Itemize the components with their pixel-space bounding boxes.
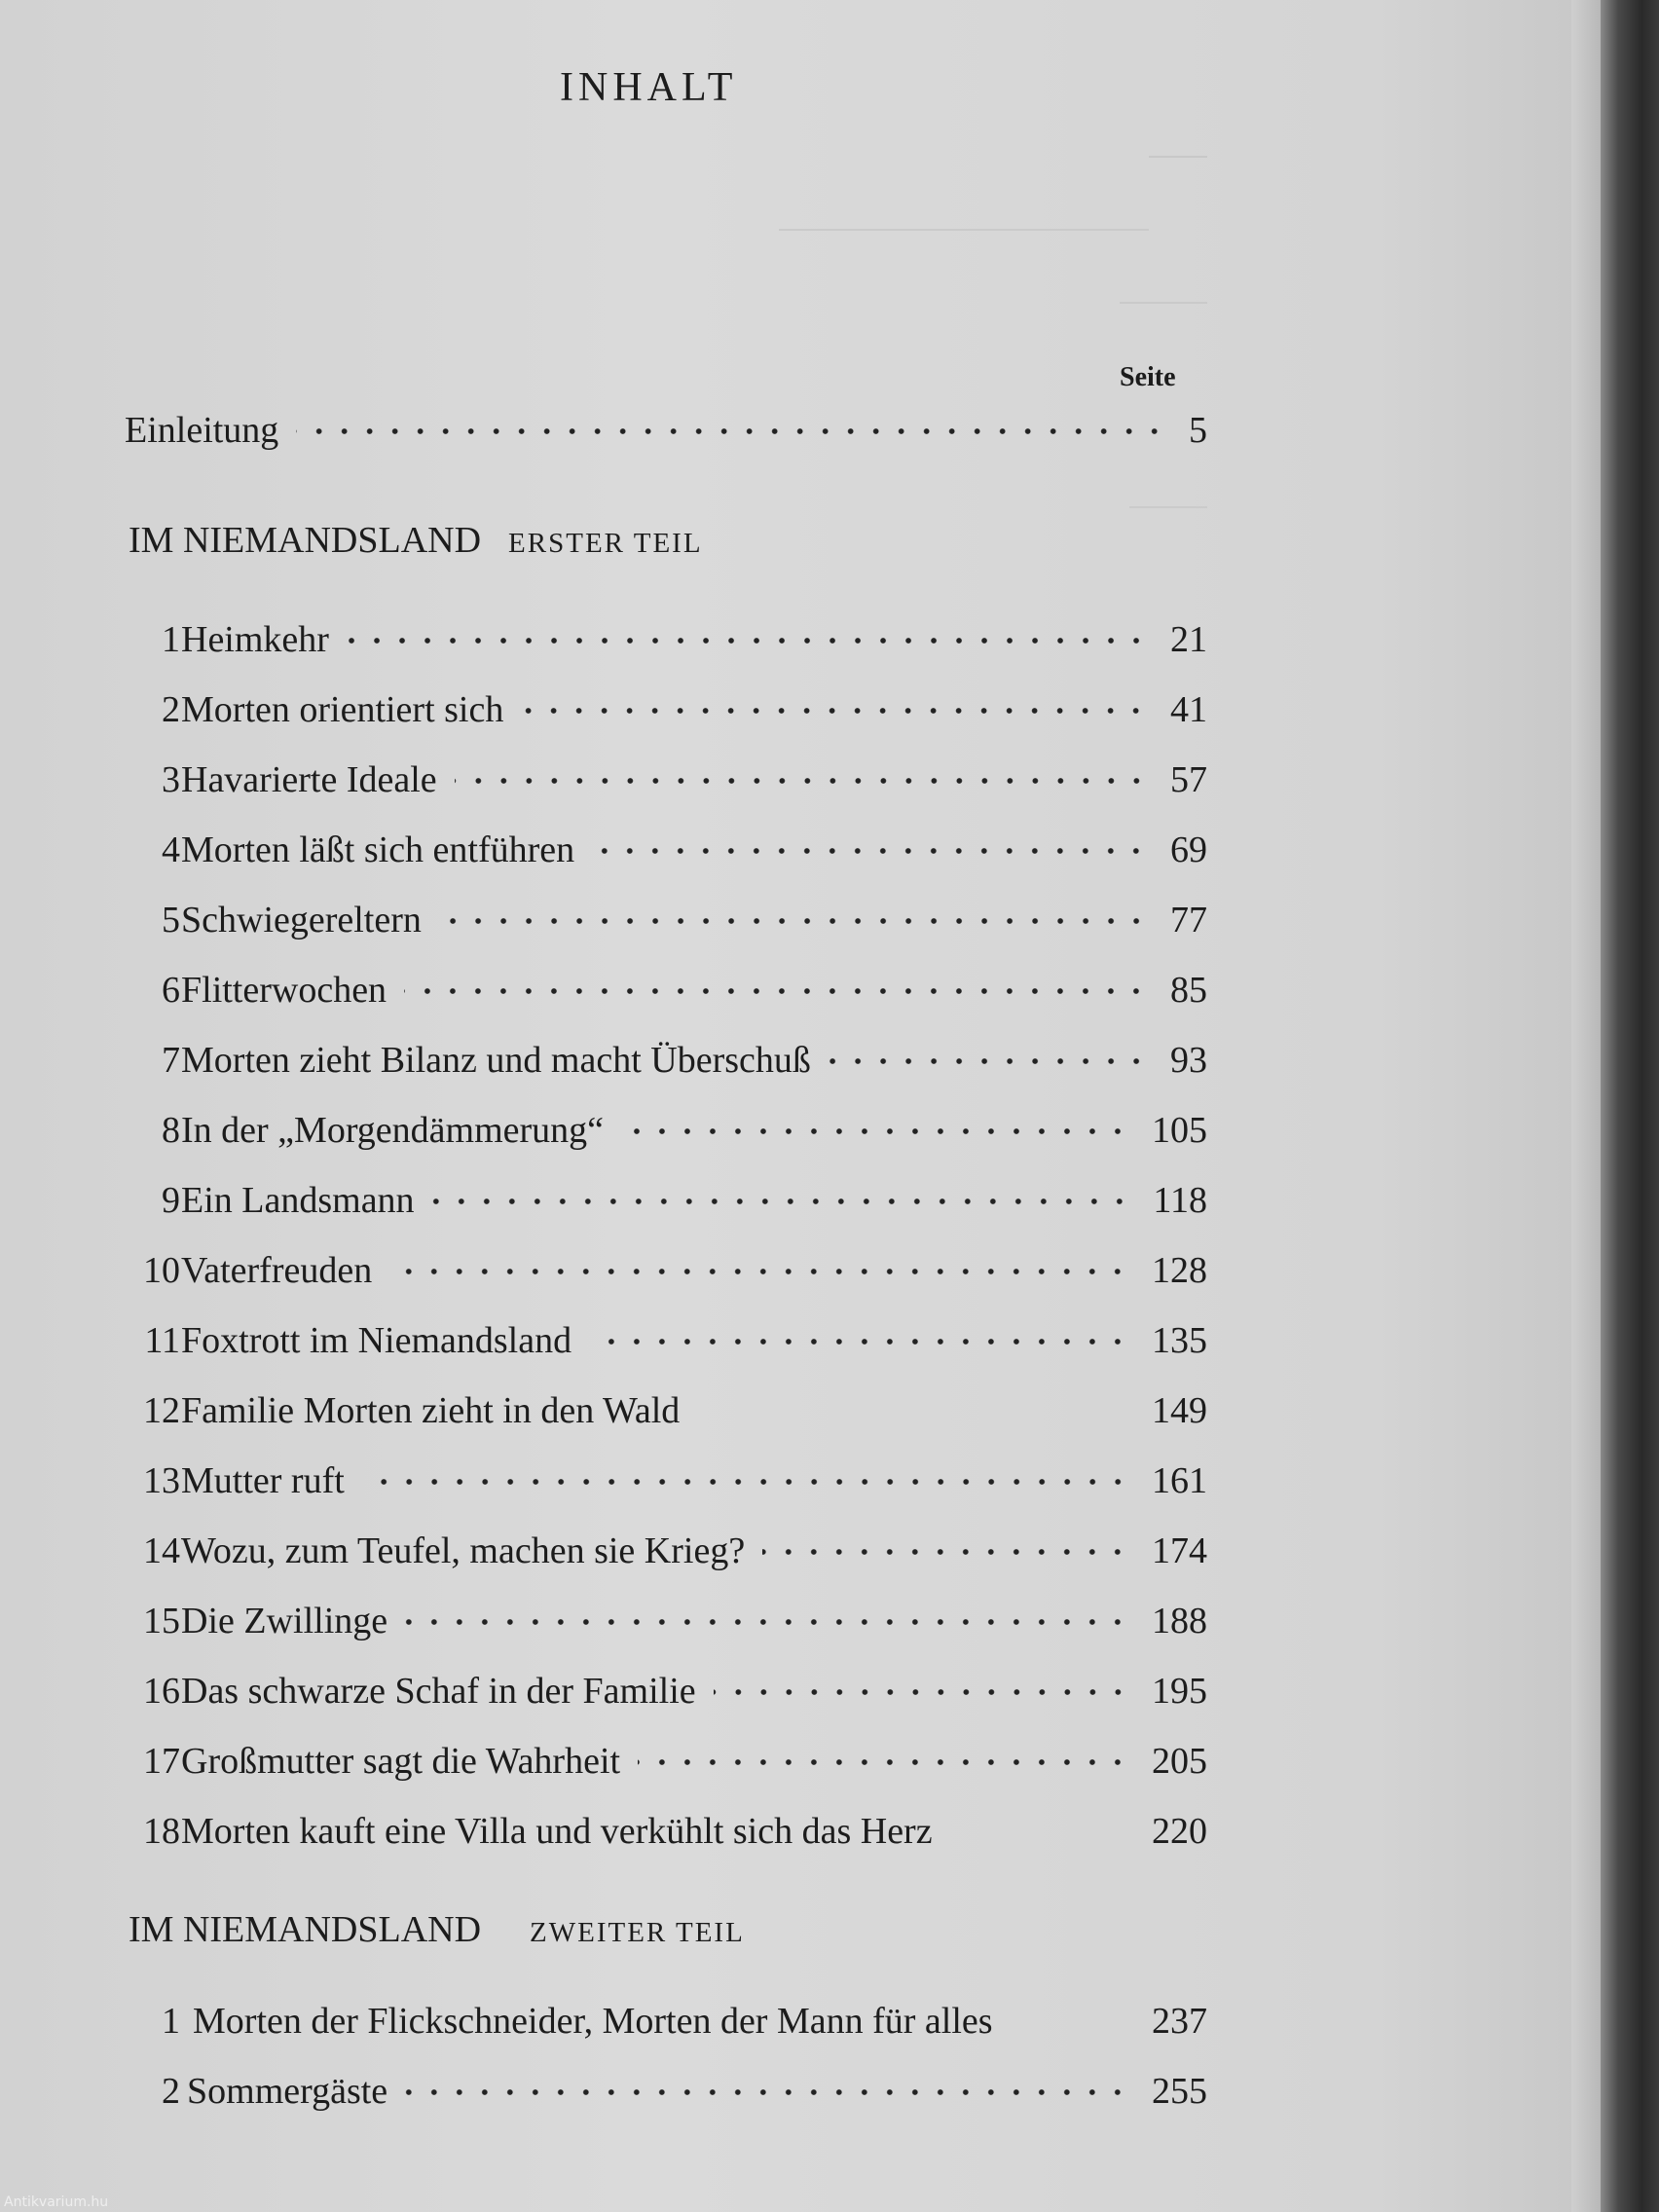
toc-entry[interactable] xyxy=(0,829,1207,887)
toc-entry-title: Foxtrott im Niemandsland xyxy=(181,1320,572,1361)
toc-entry[interactable] xyxy=(0,1530,1207,1588)
toc-entry-number: 1 xyxy=(162,619,180,660)
toc-entry-title: Wozu, zum Teufel, machen sie Krieg? xyxy=(181,1530,746,1571)
dot-leader xyxy=(432,1197,1132,1206)
part-subtitle: ZWEITER TEIL xyxy=(530,1917,745,1948)
toc-entry-title: Einleitung xyxy=(125,410,279,451)
toc-entry-page: 5 xyxy=(1189,410,1207,451)
page-title: INHALT xyxy=(560,65,738,110)
dot-leader xyxy=(347,636,1149,645)
dot-leader xyxy=(455,776,1149,786)
dot-leader xyxy=(762,1547,1130,1557)
toc-entry-number: 3 xyxy=(162,759,180,800)
watermark: Antikvarium.hu xyxy=(4,2194,109,2210)
toc-entry-number: 15 xyxy=(143,1601,180,1641)
dot-leader xyxy=(404,986,1149,996)
toc-entry-title: Die Zwillinge xyxy=(181,1601,388,1641)
toc-entry-title: Morten läßt sich entführen xyxy=(181,830,575,870)
toc-entry[interactable] xyxy=(0,1319,1207,1378)
toc-entry[interactable] xyxy=(0,1039,1207,1097)
dot-leader xyxy=(439,916,1149,926)
toc-entry-title: Großmutter sagt die Wahrheit xyxy=(181,1741,621,1782)
part-subtitle: ERSTER TEIL xyxy=(508,528,703,559)
toc-entry-number: 7 xyxy=(162,1040,180,1081)
toc-entry-number: 11 xyxy=(144,1320,180,1361)
dot-leader xyxy=(521,706,1149,716)
toc-entry-page: 220 xyxy=(1152,1811,1207,1852)
toc-entry-page: 135 xyxy=(1152,1320,1207,1361)
dot-leader xyxy=(405,1617,1130,1627)
toc-entry-title: Sommergäste xyxy=(187,2071,388,2112)
toc-entry-page: 255 xyxy=(1152,2071,1207,2112)
page-edge xyxy=(1571,0,1601,2212)
toc-entry[interactable] xyxy=(0,618,1207,677)
toc-entry-page: 205 xyxy=(1152,1741,1207,1782)
toc-entry-title: Morten orientiert sich xyxy=(181,689,504,730)
toc-entry-title: Das schwarze Schaf in der Familie xyxy=(181,1671,696,1712)
toc-entry-page: 105 xyxy=(1152,1110,1207,1151)
dot-leader xyxy=(362,1477,1130,1487)
dot-leader xyxy=(296,426,1167,436)
toc-entry-number: 5 xyxy=(162,900,180,940)
toc-entry[interactable] xyxy=(0,2000,1207,2058)
toc-entry-title: Heimkehr xyxy=(181,619,329,660)
toc-entry-number: 18 xyxy=(143,1811,180,1852)
toc-entry[interactable] xyxy=(0,1600,1207,1658)
part-heading-1 xyxy=(129,519,703,562)
toc-entry-number: 1 xyxy=(162,2001,180,2042)
toc-entry-number: 12 xyxy=(143,1390,180,1431)
toc-entry-number: 6 xyxy=(162,970,180,1011)
toc-entry-page: 195 xyxy=(1152,1671,1207,1712)
toc-entry-number: 8 xyxy=(162,1110,180,1151)
toc-entry-title: In der „Morgendämmerung“ xyxy=(181,1110,605,1151)
toc-entry-title: Morten kauft eine Villa und verkühlt sich das Herz xyxy=(181,1811,933,1852)
toc-entry-title: Familie Morten zieht in den Wald xyxy=(181,1390,681,1431)
toc-entry[interactable] xyxy=(0,1670,1207,1728)
dot-leader xyxy=(592,846,1149,856)
toc-entry[interactable] xyxy=(0,1389,1207,1448)
toc-entry[interactable] xyxy=(0,688,1207,747)
part-heading-2 xyxy=(129,1908,745,1951)
toc-entry-page: 149 xyxy=(1152,1390,1207,1431)
toc-entry-page: 21 xyxy=(1170,619,1207,660)
toc-entry-number: 2 xyxy=(162,689,180,730)
bleed-through-mark xyxy=(1129,487,1207,508)
toc-entry-title: Morten der Flickschneider, Morten der Mann für alles xyxy=(193,2001,993,2042)
dot-leader xyxy=(589,1337,1130,1346)
toc-entry-number: 13 xyxy=(143,1460,180,1501)
toc-entry-page: 128 xyxy=(1152,1250,1207,1291)
toc-entry-title: Havarierte Ideale xyxy=(181,759,437,800)
toc-entry-number: 9 xyxy=(162,1180,180,1221)
dot-leader xyxy=(405,2087,1130,2097)
dot-leader xyxy=(829,1056,1149,1066)
dot-leader xyxy=(389,1267,1130,1276)
toc-entry-title: Schwiegereltern xyxy=(181,900,422,940)
toc-entry[interactable] xyxy=(0,758,1207,817)
bleed-through-mark xyxy=(779,209,1149,231)
toc-entry-page: 161 xyxy=(1152,1460,1207,1501)
toc-entry-title: Vaterfreuden xyxy=(181,1250,373,1291)
toc-entry-number: 14 xyxy=(143,1530,180,1571)
toc-entry[interactable] xyxy=(0,1109,1207,1167)
toc-entry-page: 237 xyxy=(1152,2001,1207,2042)
toc-entry-number: 10 xyxy=(143,1250,180,1291)
part-title: IM NIEMANDSLAND xyxy=(129,520,482,561)
toc-entry-number: 17 xyxy=(143,1741,180,1782)
dot-leader xyxy=(638,1757,1130,1767)
toc-entry-intro[interactable] xyxy=(0,409,1207,467)
toc-entry-page: 85 xyxy=(1170,970,1207,1011)
toc-entry-number: 2 xyxy=(162,2071,180,2112)
toc-entry-page: 69 xyxy=(1170,830,1207,870)
toc-entry-page: 77 xyxy=(1170,900,1207,940)
toc-entry[interactable] xyxy=(0,1740,1207,1798)
toc-entry-number: 4 xyxy=(162,830,180,870)
toc-entry-title: Ein Landsmann xyxy=(181,1180,415,1221)
toc-entry-page: 57 xyxy=(1170,759,1207,800)
toc-entry-title: Mutter ruft xyxy=(181,1460,345,1501)
toc-entry-page: 41 xyxy=(1170,689,1207,730)
toc-entry-title: Flitterwochen xyxy=(181,970,387,1011)
dot-leader xyxy=(714,1687,1130,1697)
toc-entry-page: 93 xyxy=(1170,1040,1207,1081)
part-title: IM NIEMANDSLAND xyxy=(129,1909,482,1950)
toc-entry-page: 174 xyxy=(1152,1530,1207,1571)
bleed-through-mark xyxy=(1149,127,1207,158)
toc-entry[interactable] xyxy=(0,969,1207,1027)
toc-entry-page: 188 xyxy=(1152,1601,1207,1641)
toc-entry-number: 16 xyxy=(143,1671,180,1712)
bleed-through-mark xyxy=(1120,282,1207,304)
toc-entry[interactable] xyxy=(0,1810,1207,1868)
dot-leader xyxy=(621,1126,1130,1136)
toc-entry[interactable] xyxy=(0,1459,1207,1518)
toc-entry[interactable] xyxy=(0,1249,1207,1308)
toc-entry-title: Morten zieht Bilanz und macht Überschuß xyxy=(181,1040,811,1081)
page-column-header: Seite xyxy=(1120,362,1176,392)
toc-entry[interactable] xyxy=(0,2070,1207,2128)
toc-entry[interactable] xyxy=(0,899,1207,957)
toc-entry[interactable] xyxy=(0,1179,1207,1237)
toc-entry-page: 118 xyxy=(1153,1180,1207,1221)
book-spine xyxy=(1601,0,1659,2212)
